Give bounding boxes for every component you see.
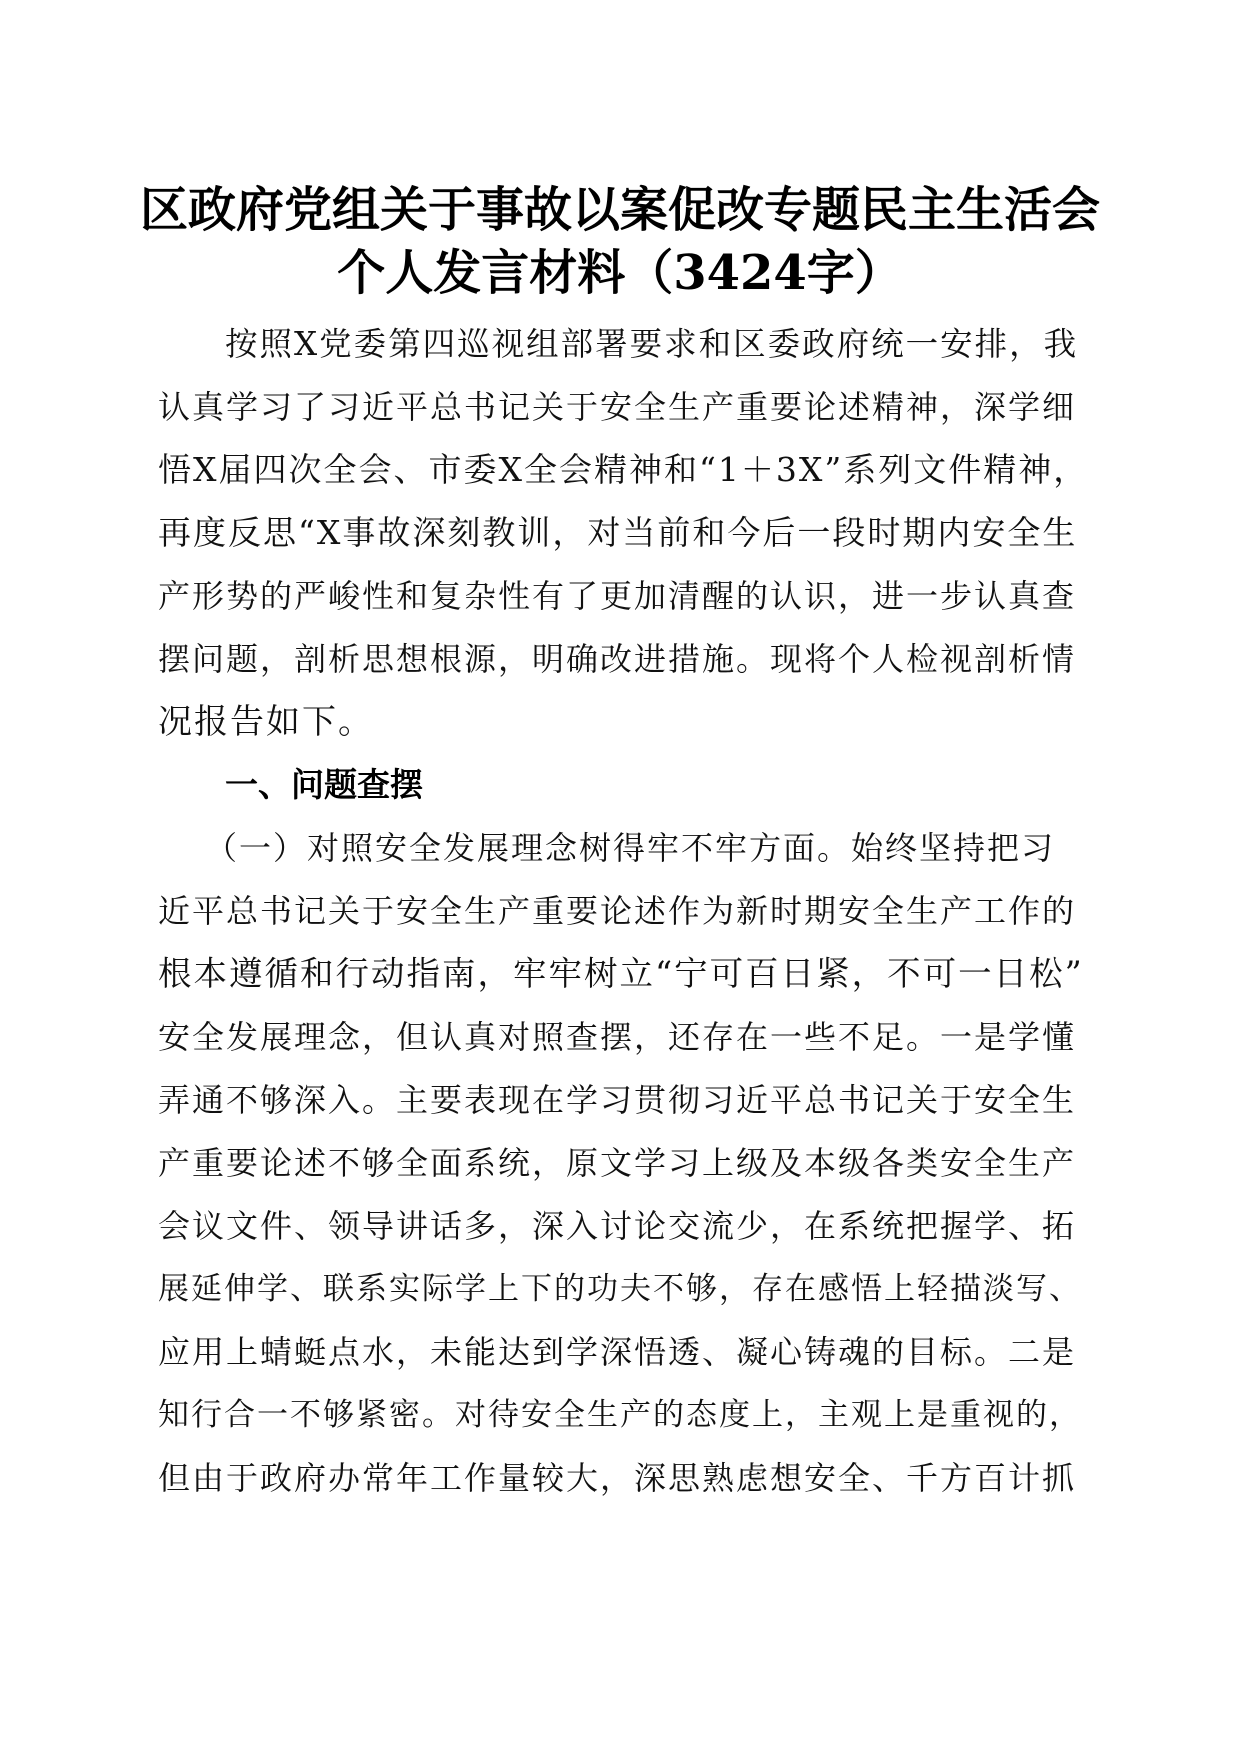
intro-line: 况报告如下。 <box>158 702 374 742</box>
section-line: 展延伸学、联系实际学上下的功夫不够，存在感悟上轻描淡写、 <box>158 1271 1082 1307</box>
section-heading: 一、问题查摆 <box>225 765 423 804</box>
section-line: 弄通不够深入。主要表现在学习贯彻习近平总书记关于安全生 <box>158 1081 1077 1119</box>
section-line: 近平总书记关于安全生产重要论述作为新时期安全生产工作的 <box>158 892 1077 930</box>
section-line: 但由于政府办常年工作量较大，深思熟虑想安全、千方百计抓 <box>158 1459 1077 1497</box>
section-line: 会议文件、领导讲话多，深入讨论交流少，在系统把握学、拓 <box>158 1207 1077 1245</box>
document-title-line-2: 个人发言材料（3424字） <box>337 245 903 301</box>
intro-line: 悟X届四次全会、市委X全会精神和“1＋3X”系列文件精神， <box>158 450 1089 489</box>
section-line: 产重要论述不够全面系统，原文学习上级及本级各类安全生产 <box>158 1144 1077 1182</box>
document-title-line-1: 区政府党组关于事故以案促改专题民主生活会 <box>139 182 1100 238</box>
section-line: 应用上蜻蜓点水，未能达到学深悟透、凝心铸魂的目标。二是 <box>158 1333 1077 1371</box>
intro-line: 再度反思“X事故深刻教训，对当前和今后一段时期内安全生 <box>158 513 1078 552</box>
section-line: 安全发展理念，但认真对照查摆，还存在一些不足。一是学懂 <box>158 1018 1077 1056</box>
intro-line: 摆问题，剖析思想根源，明确改进措施。现将个人检视剖析情 <box>158 640 1077 678</box>
section-line: 根本遵循和行动指南，牢牢树立“宁可百日紧，不可一日松” <box>158 954 1084 993</box>
intro-line: 产形势的严峻性和复杂性有了更加清醒的认识，进一步认真查 <box>158 577 1077 615</box>
intro-line: 按照X党委第四巡视组部署要求和区委政府统一安排，我 <box>225 325 1079 363</box>
section-line: （一）对照安全发展理念树得牢不牢方面。始终坚持把习 <box>205 829 1056 867</box>
section-line: 知行合一不够紧密。对待安全生产的态度上，主观上是重视的， <box>158 1397 1082 1433</box>
intro-line: 认真学习了习近平总书记关于安全生产重要论述精神，深学细 <box>158 388 1077 426</box>
